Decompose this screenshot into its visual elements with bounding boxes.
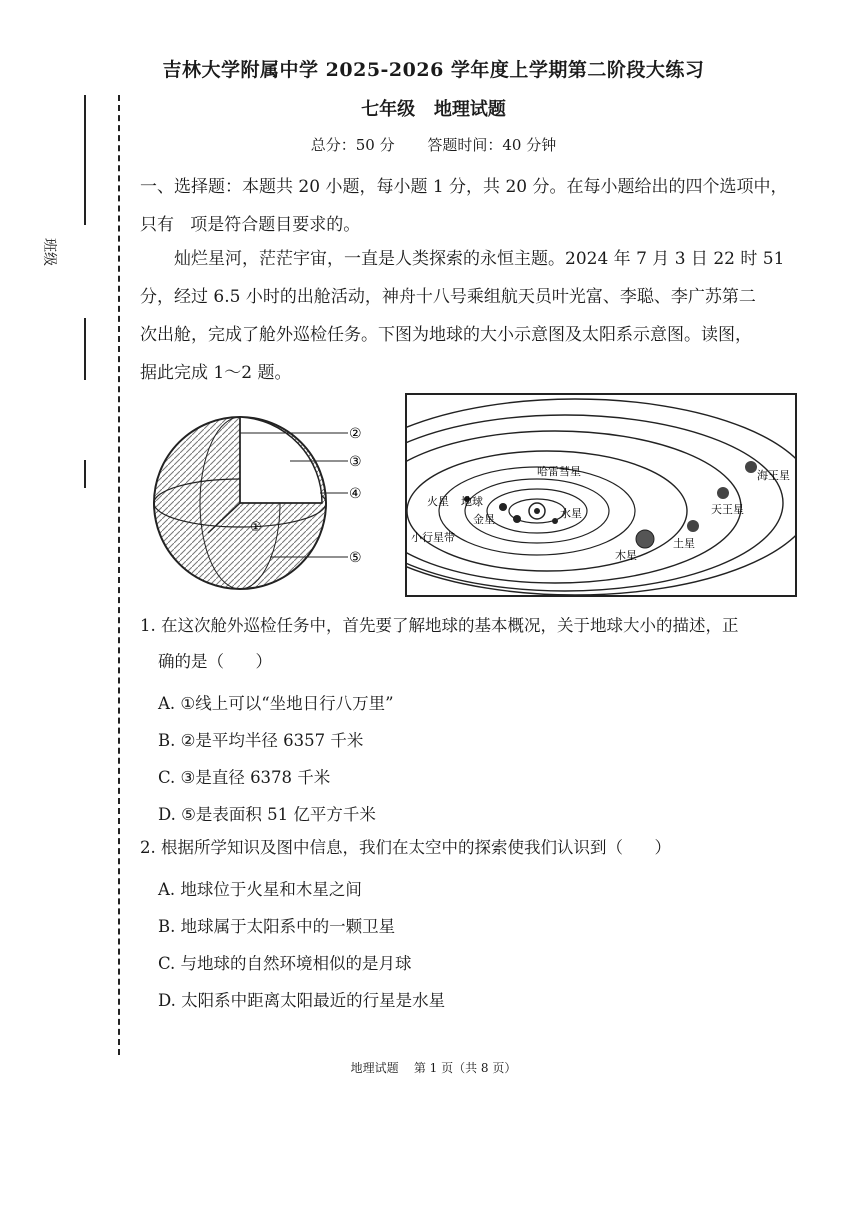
q1-option-b[interactable]: B. ②是平均半径 6357 千米 [158,731,364,750]
page-footer: 地理试题 第 1 页（共 8 页） [350,1061,517,1075]
q1-option-d[interactable]: D. ⑤是表面积 51 亿平方千米 [158,805,376,824]
q1-option-c[interactable]: C. ③是直径 6378 千米 [158,768,331,787]
section-line-2: 只有 项是符合题目要求的。 [140,215,361,235]
planet-neptune: 海王星 [757,469,790,482]
label-1: ① [250,520,262,535]
label-4: ④ [349,486,362,502]
planet-jupiter: 木星 [615,549,637,562]
planet-venus: 金星 [473,513,495,526]
binding-dashed-line [118,95,120,1055]
label-2: ② [349,426,362,442]
question-1-stem-line-2: 确的是（ ） [158,652,272,671]
q2-option-d[interactable]: D. 太阳系中距离太阳最近的行星是水星 [158,991,446,1010]
binding-line-2 [84,318,86,380]
answer-time: 答题时间：40 分钟 [427,136,557,154]
section-line-1: 一、选择题：本题共 20 小题，每小题 1 分，共 20 分。在每小题给出的四个选项中， [140,177,788,197]
exam-subtitle: 七年级 地理试题 [361,99,506,120]
q1-option-a[interactable]: A. ①线上可以“坐地日行八万里” [158,694,394,713]
intro-line-1-wrap [140,240,800,278]
section-instructions [140,168,800,244]
intro-line-1: 灿烂星河，茫茫宇宙，一直是人类探索的永恒主题。2024 年 7 月 3 日 22 时 51 [174,249,785,269]
planet-mercury: 水星 [560,507,582,520]
question-2-stem: 2. 根据所学知识及图中信息，我们在太空中的探索使我们认识到（ ） [140,838,671,857]
planet-mars: 火星 [427,495,449,508]
total-score: 总分：50 分 [310,136,395,154]
question-1-stem-line-1: 1. 在这次舱外巡检任务中，首先要了解地球的基本概况，关于地球大小的描述，正 [140,616,739,635]
planet-saturn: 土星 [673,537,695,550]
solar-system-figure [405,393,797,597]
planet-earth: 地球 [461,495,483,508]
exam-meta [0,134,867,155]
intro-line-3: 次出舱，完成了舱外巡检任务。下图为地球的大小示意图及太阳系示意图。读图， [140,325,752,345]
exam-title: 吉林大学附属中学 2025-2026 学年度上学期第二阶段大练习 [162,59,705,81]
q2-option-b[interactable]: B. 地球属于太阳系中的一颗卫星 [158,917,396,936]
binding-line-3 [84,460,86,488]
q2-option-c[interactable]: C. 与地球的自然环境相似的是月球 [158,954,412,973]
halley-comet-label: 哈雷彗星 [537,465,581,478]
label-3: ③ [349,454,362,470]
planet-uranus: 天王星 [711,503,744,516]
earth-cutaway [240,417,322,503]
q2-option-a[interactable]: A. 地球位于火星和木星之间 [158,880,362,899]
asteroid-belt-label: 小行星带 [411,531,455,544]
intro-passage [140,240,800,392]
earth-size-figure [150,405,365,600]
intro-line-2: 分，经过 6.5 小时的出舱活动，神舟十八号乘组航天员叶光富、李聪、李广苏第二 [140,287,756,307]
binding-margin-text: 班级 [41,238,57,266]
question-2 [140,830,800,866]
intro-line-4: 据此完成 1～2 题。 [140,363,292,383]
label-5: ⑤ [349,550,362,566]
question-1 [140,608,800,680]
